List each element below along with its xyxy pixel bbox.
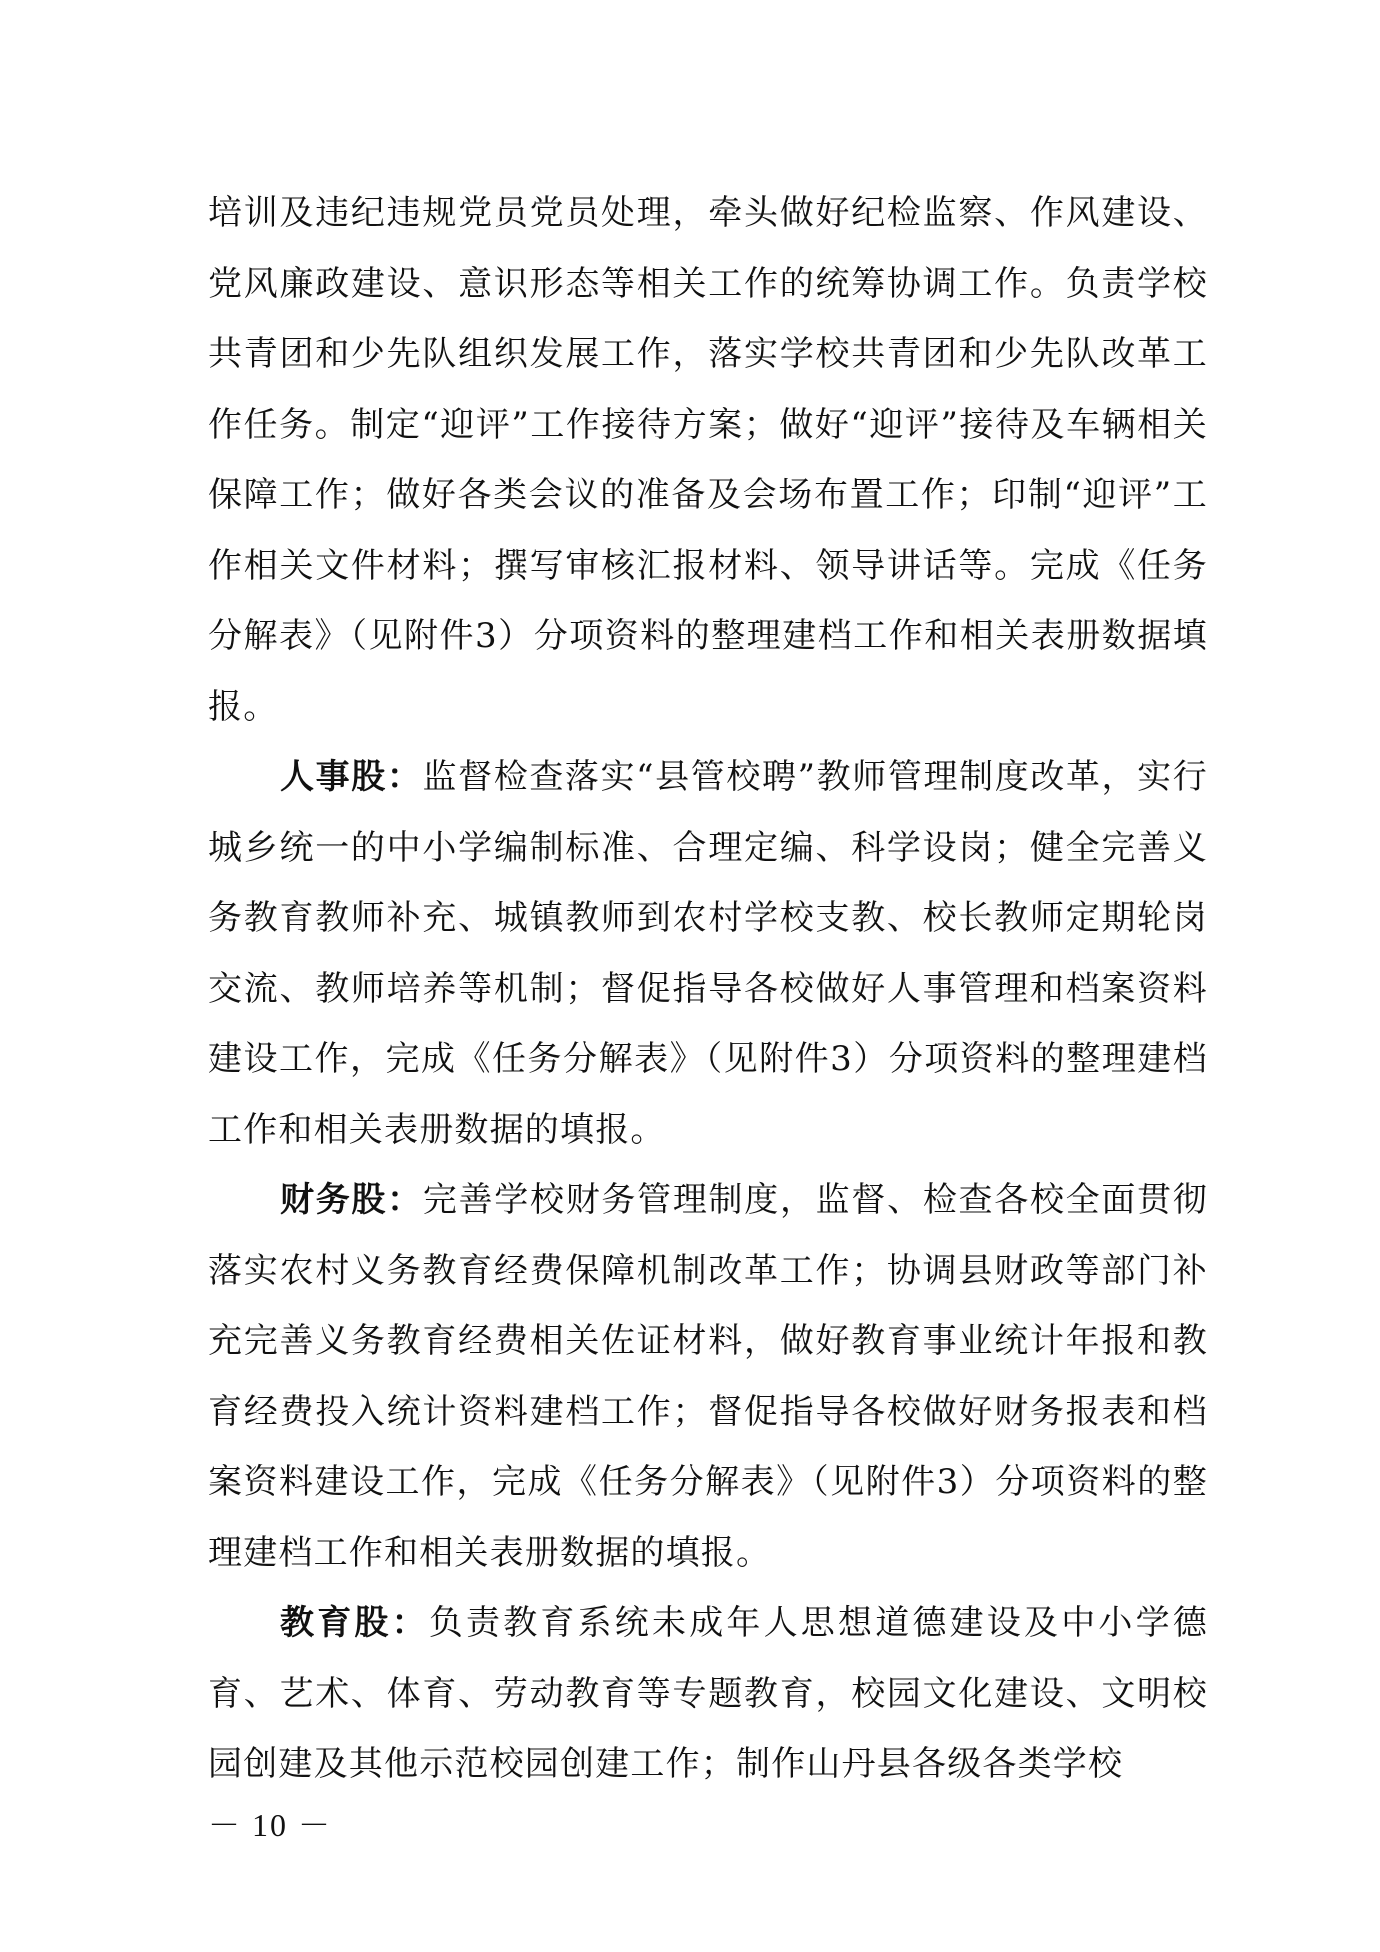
paragraph-education <box>208 1588 1208 1800</box>
paragraph-text: 完善学校财务管理制度，监督、检查各校全面贯彻落实农村义务教育经费保障机制改革工作；协调县财政等部门补充完善义务教育经费相关佐证材料，做好教育事业统计年报和教育经费投入统计资料建档工作；督促指导各校做好财务报表和档案资料建设工作，完成《任务分解表》（见附件3）分项资料的整理建档工作和相关表册数据的填报。 <box>208 1180 1208 1573</box>
page-number: － 10 － <box>208 1807 333 1843</box>
paragraph-text: 监督检查落实“县管校聘”教师管理制度改革，实行城乡统一的中小学编制标准、合理定编、科学设岗；健全完善义务教育教师补充、城镇教师到农村学校支教、校长教师定期轮岗交流、教师培养等机制；督促指导各校做好人事管理和档案资料建设工作，完成《任务分解表》（见附件3）分项资料的整理建档工作和相关表册数据的填报。 <box>208 757 1208 1150</box>
section-heading-personnel: 人事股： <box>280 757 423 797</box>
document-body <box>208 178 1208 1800</box>
paragraph-text: 培训及违纪违规党员党员处理，牵头做好纪检监察、作风建设、党风廉政建设、意识形态等相关工作的统筹协调工作。负责学校共青团和少先队组织发展工作，落实学校共青团和少先队改革工作任务。制定“迎评”工作接待方案；做好“迎评”接待及车辆相关保障工作；做好各类会议的准备及会场布置工作；印制“迎评”工作相关文件材料；撰写审核汇报材料、领导讲话等。完成《任务分解表》（见附件3）分项资料的整理建档工作和相关表册数据填报。 <box>208 193 1208 727</box>
paragraph-continued <box>208 178 1208 742</box>
paragraph-finance <box>208 1165 1208 1588</box>
section-heading-education: 教育股： <box>280 1603 429 1643</box>
paragraph-text: 负责教育系统未成年人思想道德建设及中小学德育、艺术、体育、劳动教育等专题教育，校园文化建设、文明校园创建及其他示范校园创建工作；制作山丹县各级各类学校 <box>208 1603 1208 1784</box>
section-heading-finance: 财务股： <box>280 1180 423 1220</box>
paragraph-personnel <box>208 742 1208 1165</box>
